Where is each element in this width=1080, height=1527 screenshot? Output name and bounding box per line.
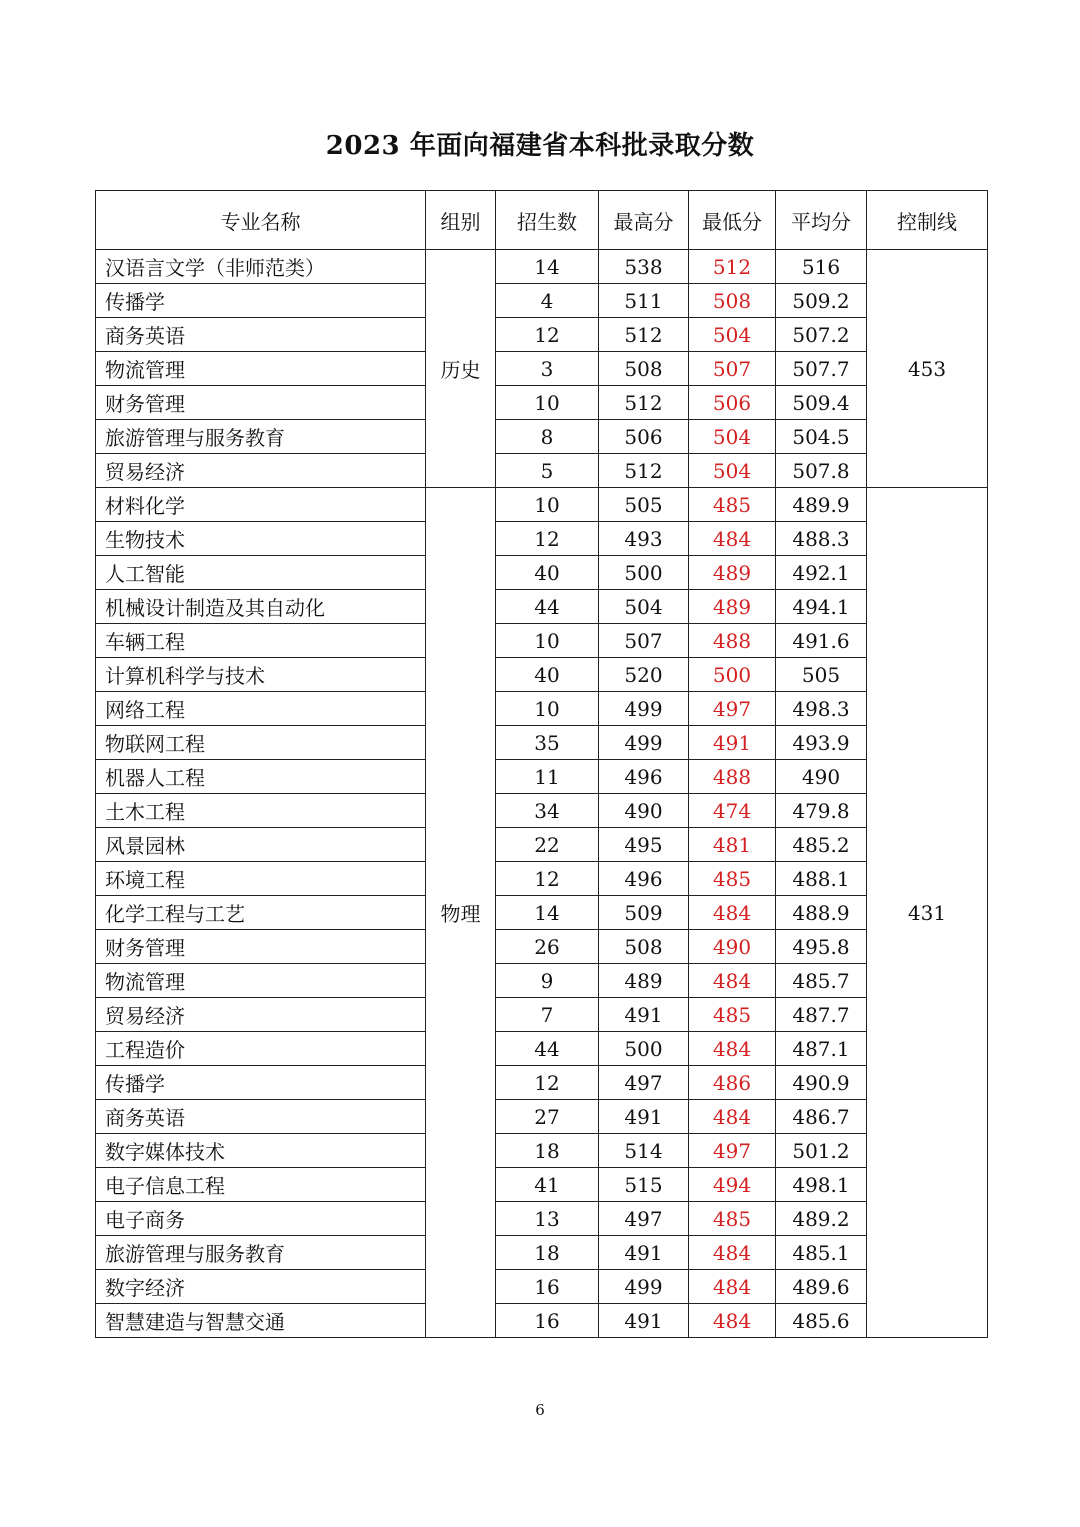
max-score-cell: 496: [599, 862, 689, 896]
group-cell: 历史: [426, 250, 496, 488]
max-score-cell: 506: [599, 420, 689, 454]
min-score-cell: 481: [689, 828, 776, 862]
enrollment-cell: 4: [496, 284, 599, 318]
enrollment-cell: 34: [496, 794, 599, 828]
enrollment-cell: 27: [496, 1100, 599, 1134]
major-name-cell: 物流管理: [96, 352, 426, 386]
min-score-cell: 485: [689, 862, 776, 896]
avg-score-cell: 507.7: [776, 352, 867, 386]
enrollment-cell: 7: [496, 998, 599, 1032]
table-body: [96, 250, 988, 1338]
table-row: [96, 624, 988, 658]
avg-score-cell: 509.2: [776, 284, 867, 318]
document-title: 2023 年面向福建省本科批录取分数: [325, 131, 755, 161]
max-score-cell: 512: [599, 386, 689, 420]
avg-score-cell: 498.3: [776, 692, 867, 726]
control-line-cell: 453: [867, 250, 988, 488]
avg-score-cell: 485.1: [776, 1236, 867, 1270]
enrollment-cell: 10: [496, 692, 599, 726]
max-score-cell: 496: [599, 760, 689, 794]
major-name-cell: 风景园林: [96, 828, 426, 862]
avg-score-cell: 488.9: [776, 896, 867, 930]
table-row: [96, 794, 988, 828]
table-row: [96, 1270, 988, 1304]
max-score-cell: 508: [599, 352, 689, 386]
avg-score-cell: 505: [776, 658, 867, 692]
min-score-cell: 504: [689, 318, 776, 352]
header-major-name: 专业名称: [96, 191, 426, 250]
min-score-cell: 485: [689, 488, 776, 522]
min-score-cell: 512: [689, 250, 776, 284]
major-name-cell: 网络工程: [96, 692, 426, 726]
major-name-cell: 物联网工程: [96, 726, 426, 760]
max-score-cell: 514: [599, 1134, 689, 1168]
max-score-cell: 491: [599, 1304, 689, 1338]
header-enrollment: 招生数: [496, 191, 599, 250]
table-row: [96, 386, 988, 420]
table-row: [96, 964, 988, 998]
max-score-cell: 512: [599, 454, 689, 488]
min-score-cell: 497: [689, 692, 776, 726]
major-name-cell: 电子商务: [96, 1202, 426, 1236]
major-name-cell: 智慧建造与智慧交通: [96, 1304, 426, 1338]
enrollment-cell: 22: [496, 828, 599, 862]
table-row: [96, 318, 988, 352]
avg-score-cell: 507.8: [776, 454, 867, 488]
table-row: [96, 828, 988, 862]
table-row: [96, 556, 988, 590]
major-name-cell: 电子信息工程: [96, 1168, 426, 1202]
avg-score-cell: 479.8: [776, 794, 867, 828]
enrollment-cell: 12: [496, 1066, 599, 1100]
table-row: [96, 998, 988, 1032]
min-score-cell: 504: [689, 454, 776, 488]
enrollment-cell: 13: [496, 1202, 599, 1236]
table-row: [96, 1168, 988, 1202]
table-row: [96, 1032, 988, 1066]
major-name-cell: 计算机科学与技术: [96, 658, 426, 692]
header-avg-score: 平均分: [776, 191, 867, 250]
table-row: [96, 1304, 988, 1338]
major-name-cell: 传播学: [96, 284, 426, 318]
major-name-cell: 机械设计制造及其自动化: [96, 590, 426, 624]
table-row: [96, 1134, 988, 1168]
table-row: [96, 454, 988, 488]
enrollment-cell: 5: [496, 454, 599, 488]
table-header-row: [96, 191, 988, 250]
min-score-cell: 500: [689, 658, 776, 692]
enrollment-cell: 44: [496, 1032, 599, 1066]
avg-score-cell: 501.2: [776, 1134, 867, 1168]
major-name-cell: 旅游管理与服务教育: [96, 1236, 426, 1270]
table-row: [96, 522, 988, 556]
avg-score-cell: 493.9: [776, 726, 867, 760]
min-score-cell: 484: [689, 522, 776, 556]
avg-score-cell: 485.6: [776, 1304, 867, 1338]
header-control-line: 控制线: [867, 191, 988, 250]
min-score-cell: 484: [689, 1100, 776, 1134]
table-row: [96, 658, 988, 692]
min-score-cell: 484: [689, 964, 776, 998]
major-name-cell: 机器人工程: [96, 760, 426, 794]
major-name-cell: 商务英语: [96, 1100, 426, 1134]
enrollment-cell: 40: [496, 658, 599, 692]
min-score-cell: 504: [689, 420, 776, 454]
enrollment-cell: 44: [496, 590, 599, 624]
page-number: 6: [535, 1401, 545, 1419]
admission-score-table: [95, 190, 988, 1338]
avg-score-cell: 507.2: [776, 318, 867, 352]
enrollment-cell: 8: [496, 420, 599, 454]
avg-score-cell: 486.7: [776, 1100, 867, 1134]
major-name-cell: 车辆工程: [96, 624, 426, 658]
enrollment-cell: 18: [496, 1134, 599, 1168]
avg-score-cell: 489.6: [776, 1270, 867, 1304]
min-score-cell: 488: [689, 624, 776, 658]
min-score-cell: 484: [689, 1270, 776, 1304]
min-score-cell: 484: [689, 1032, 776, 1066]
avg-score-cell: 485.2: [776, 828, 867, 862]
enrollment-cell: 18: [496, 1236, 599, 1270]
group-cell: 物理: [426, 488, 496, 1338]
major-name-cell: 生物技术: [96, 522, 426, 556]
major-name-cell: 财务管理: [96, 386, 426, 420]
min-score-cell: 494: [689, 1168, 776, 1202]
major-name-cell: 物流管理: [96, 964, 426, 998]
min-score-cell: 485: [689, 1202, 776, 1236]
avg-score-cell: 488.3: [776, 522, 867, 556]
enrollment-cell: 14: [496, 250, 599, 284]
enrollment-cell: 40: [496, 556, 599, 590]
min-score-cell: 490: [689, 930, 776, 964]
max-score-cell: 520: [599, 658, 689, 692]
avg-score-cell: 491.6: [776, 624, 867, 658]
major-name-cell: 数字经济: [96, 1270, 426, 1304]
max-score-cell: 489: [599, 964, 689, 998]
min-score-cell: 489: [689, 590, 776, 624]
enrollment-cell: 35: [496, 726, 599, 760]
major-name-cell: 环境工程: [96, 862, 426, 896]
major-name-cell: 贸易经济: [96, 998, 426, 1032]
header-max-score: 最高分: [599, 191, 689, 250]
min-score-cell: 486: [689, 1066, 776, 1100]
header-min-score: 最低分: [689, 191, 776, 250]
max-score-cell: 515: [599, 1168, 689, 1202]
max-score-cell: 499: [599, 1270, 689, 1304]
avg-score-cell: 516: [776, 250, 867, 284]
max-score-cell: 491: [599, 1236, 689, 1270]
min-score-cell: 484: [689, 896, 776, 930]
avg-score-cell: 488.1: [776, 862, 867, 896]
enrollment-cell: 10: [496, 624, 599, 658]
avg-score-cell: 509.4: [776, 386, 867, 420]
max-score-cell: 497: [599, 1202, 689, 1236]
major-name-cell: 化学工程与工艺: [96, 896, 426, 930]
table-row: [96, 1236, 988, 1270]
max-score-cell: 493: [599, 522, 689, 556]
min-score-cell: 491: [689, 726, 776, 760]
min-score-cell: 489: [689, 556, 776, 590]
table-row: [96, 250, 988, 284]
min-score-cell: 508: [689, 284, 776, 318]
table-row: [96, 896, 988, 930]
table-row: [96, 488, 988, 522]
major-name-cell: 贸易经济: [96, 454, 426, 488]
enrollment-cell: 16: [496, 1270, 599, 1304]
table-row: [96, 726, 988, 760]
min-score-cell: 484: [689, 1304, 776, 1338]
min-score-cell: 507: [689, 352, 776, 386]
max-score-cell: 512: [599, 318, 689, 352]
control-line-cell: 431: [867, 488, 988, 1338]
enrollment-cell: 3: [496, 352, 599, 386]
min-score-cell: 497: [689, 1134, 776, 1168]
min-score-cell: 474: [689, 794, 776, 828]
major-name-cell: 人工智能: [96, 556, 426, 590]
min-score-cell: 484: [689, 1236, 776, 1270]
avg-score-cell: 489.9: [776, 488, 867, 522]
major-name-cell: 传播学: [96, 1066, 426, 1100]
table-row: [96, 420, 988, 454]
min-score-cell: 506: [689, 386, 776, 420]
enrollment-cell: 12: [496, 862, 599, 896]
enrollment-cell: 16: [496, 1304, 599, 1338]
max-score-cell: 499: [599, 692, 689, 726]
max-score-cell: 509: [599, 896, 689, 930]
enrollment-cell: 12: [496, 318, 599, 352]
table-row: [96, 862, 988, 896]
major-name-cell: 工程造价: [96, 1032, 426, 1066]
avg-score-cell: 504.5: [776, 420, 867, 454]
table-row: [96, 284, 988, 318]
max-score-cell: 508: [599, 930, 689, 964]
avg-score-cell: 490: [776, 760, 867, 794]
table-row: [96, 760, 988, 794]
table-row: [96, 352, 988, 386]
enrollment-cell: 11: [496, 760, 599, 794]
table-row: [96, 1066, 988, 1100]
max-score-cell: 538: [599, 250, 689, 284]
table-row: [96, 930, 988, 964]
avg-score-cell: 489.2: [776, 1202, 867, 1236]
max-score-cell: 500: [599, 556, 689, 590]
max-score-cell: 499: [599, 726, 689, 760]
table-row: [96, 692, 988, 726]
major-name-cell: 土木工程: [96, 794, 426, 828]
max-score-cell: 490: [599, 794, 689, 828]
avg-score-cell: 498.1: [776, 1168, 867, 1202]
avg-score-cell: 494.1: [776, 590, 867, 624]
table-row: [96, 590, 988, 624]
max-score-cell: 491: [599, 1100, 689, 1134]
major-name-cell: 商务英语: [96, 318, 426, 352]
max-score-cell: 495: [599, 828, 689, 862]
major-name-cell: 旅游管理与服务教育: [96, 420, 426, 454]
major-name-cell: 材料化学: [96, 488, 426, 522]
major-name-cell: 汉语言文学（非师范类）: [96, 250, 426, 284]
max-score-cell: 504: [599, 590, 689, 624]
enrollment-cell: 9: [496, 964, 599, 998]
avg-score-cell: 490.9: [776, 1066, 867, 1100]
max-score-cell: 491: [599, 998, 689, 1032]
header-group: 组别: [426, 191, 496, 250]
avg-score-cell: 495.8: [776, 930, 867, 964]
table-row: [96, 1202, 988, 1236]
min-score-cell: 485: [689, 998, 776, 1032]
max-score-cell: 505: [599, 488, 689, 522]
avg-score-cell: 487.1: [776, 1032, 867, 1066]
max-score-cell: 497: [599, 1066, 689, 1100]
avg-score-cell: 485.7: [776, 964, 867, 998]
enrollment-cell: 12: [496, 522, 599, 556]
major-name-cell: 数字媒体技术: [96, 1134, 426, 1168]
major-name-cell: 财务管理: [96, 930, 426, 964]
enrollment-cell: 41: [496, 1168, 599, 1202]
max-score-cell: 507: [599, 624, 689, 658]
enrollment-cell: 26: [496, 930, 599, 964]
avg-score-cell: 492.1: [776, 556, 867, 590]
avg-score-cell: 487.7: [776, 998, 867, 1032]
enrollment-cell: 14: [496, 896, 599, 930]
max-score-cell: 511: [599, 284, 689, 318]
min-score-cell: 488: [689, 760, 776, 794]
enrollment-cell: 10: [496, 386, 599, 420]
max-score-cell: 500: [599, 1032, 689, 1066]
enrollment-cell: 10: [496, 488, 599, 522]
table-row: [96, 1100, 988, 1134]
